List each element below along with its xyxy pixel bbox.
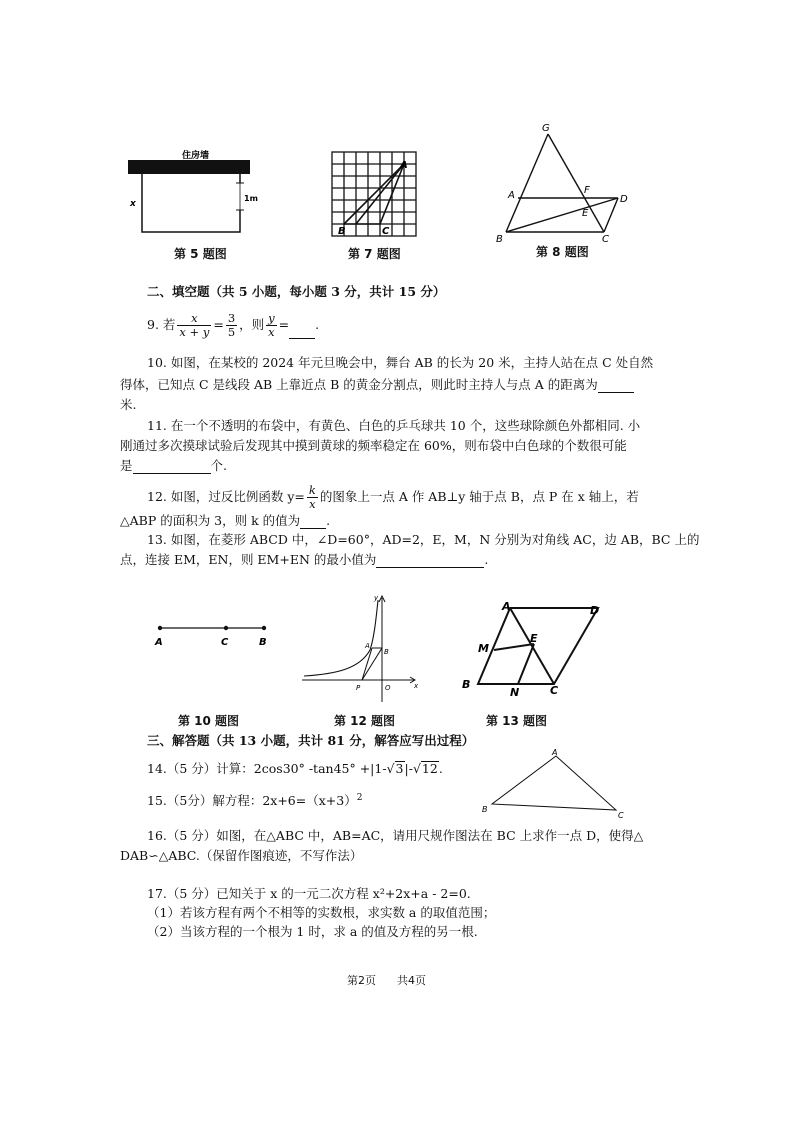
answer-blank[interactable] — [133, 461, 211, 474]
label-c: C — [602, 234, 609, 244]
fig10-caption: 第 10 题图 — [178, 714, 240, 728]
question-12-line2: △ABP 的面积为 3，则 k 的值为 . — [120, 513, 331, 528]
figure-8 — [494, 120, 634, 244]
question-15: 15.（5分）解方程：$2x+6=(x+3)^2$ — [147, 793, 363, 809]
label-b: B — [462, 678, 471, 691]
page-number: 第2页 — [347, 974, 376, 987]
wall-bar — [128, 160, 250, 174]
fig12-caption: 第 12 题图 — [334, 714, 396, 728]
triangle-abc — [344, 164, 404, 224]
label-a: A — [502, 600, 511, 613]
figure-7 — [328, 150, 420, 242]
answer-blank[interactable] — [300, 516, 326, 529]
label-o: O — [385, 684, 391, 692]
section-2-title: 二、填空题（共 5 小题，每小题 3 分，共计 15 分） — [147, 284, 446, 299]
fig7-caption: 第 7 题图 — [348, 247, 401, 261]
question-17-line1: 17.（5 分）已知关于 x 的一元二次方程 x²+2x+a - 2=0. — [147, 886, 471, 901]
question-11-line1: 11. 在一个不透明的布袋中，有黄色、白色的乒乓球共 10 个，这些球除颜色外都相同. 小 — [147, 418, 641, 433]
label-p: P — [356, 684, 361, 692]
label-b: B — [259, 637, 267, 648]
figure-12 — [298, 592, 422, 706]
question-13-line1: 13. 如图，在菱形 ABCD 中，∠D=60°，AD=2，E，M，N 分别为对角线 AC，边 AB，BC 上的 — [147, 532, 700, 547]
answer-blank[interactable] — [289, 326, 315, 339]
figure-16 — [478, 746, 638, 820]
label-e: E — [530, 632, 538, 645]
fence — [142, 174, 240, 232]
question-10-line2: 得体，已知点 C 是线段 AB 上靠近点 B 的黄金分割点，则此时主持人与点 A 的距离为 — [120, 377, 634, 393]
label-f: F — [584, 185, 590, 196]
figure-10 — [150, 618, 280, 648]
question-11-line2: 刚通过多次摸球试验后发现其中摸到黄球的频率稳定在 60%，则布袋中白色球的个数很可能 — [120, 438, 627, 453]
page-total: 共4页 — [397, 974, 426, 987]
label-g: G — [542, 123, 550, 134]
question-11-line3: 是 个. — [120, 458, 227, 473]
question-9: 9. 若 $\frac{x}{x + y}$ = $\frac{3}{5}$ ，则 $\frac{y}{x}$ = . — [147, 311, 320, 339]
label-b: B — [482, 805, 488, 814]
x-label: x — [130, 199, 136, 209]
label-y: y — [374, 594, 379, 602]
label-c: C — [618, 811, 624, 820]
answer-blank[interactable] — [598, 380, 634, 393]
question-10-line3: 米. — [120, 397, 137, 412]
figure-5 — [120, 148, 260, 240]
label-b: B — [496, 234, 503, 244]
label-c: C — [382, 226, 390, 237]
fig5-caption: 第 5 题图 — [174, 247, 227, 261]
label-b: B — [338, 226, 346, 237]
label-b: B — [384, 648, 389, 656]
label-a: A — [400, 160, 408, 171]
question-16-line2: DAB∽△ABC.（保留作图痕迹，不写作法） — [120, 848, 363, 863]
rhombus-abcd — [478, 608, 598, 684]
label-x: x — [414, 682, 419, 690]
question-17-line2: （1）若该方程有两个不相等的实数根，求实数 a 的取值范围； — [147, 905, 496, 920]
label-a: A — [552, 748, 558, 757]
question-12-line1: 12. 如图，过反比例函数 y= $\frac{k}{x}$ 的图象上一点 A 作 AB⊥y 轴于点 B，点 P 在 x 轴上，若 — [147, 483, 639, 511]
label-c: C — [550, 684, 559, 697]
question-16-line1: 16.（5 分）如图，在△ABC 中，AB=AC，请用尺规作图法在 BC 上求作一点 D，使得△ — [147, 828, 644, 843]
question-14: 14.（5 分）计算：2cos30° -tan45° +|1-√3|-√12. — [147, 761, 443, 776]
label-m: M — [478, 642, 489, 655]
length-label: 1m — [244, 194, 258, 203]
wall-label: 住房墙 — [182, 151, 210, 161]
page-footer — [347, 972, 426, 988]
label-a: A — [365, 642, 370, 650]
label-c: C — [221, 637, 229, 648]
label-a: A — [508, 190, 515, 201]
question-13-line2: 点，连接 EM，EN，则 EM+EN 的最小值为 . — [120, 552, 489, 567]
label-e: E — [582, 208, 589, 219]
question-10-line1: 10. 如图，在某校的 2024 年元旦晚会中，舞台 AB 的长为 20 米，主持人站在点 C 处自然 — [147, 355, 654, 370]
label-d: D — [590, 604, 600, 617]
section-3-title: 三、解答题（共 13 小题，共计 81 分，解答应写出过程） — [147, 733, 475, 748]
question-17-line3: （2）当该方程的一个根为 1 时，求 a 的值及方程的另一根. — [147, 924, 478, 939]
label-d: D — [620, 194, 628, 205]
fig13-caption: 第 13 题图 — [486, 714, 548, 728]
answer-blank[interactable] — [376, 555, 484, 568]
figure-13 — [458, 598, 618, 698]
fig8-caption: 第 8 题图 — [536, 245, 589, 259]
label-a: A — [155, 637, 163, 648]
label-n: N — [510, 686, 520, 698]
